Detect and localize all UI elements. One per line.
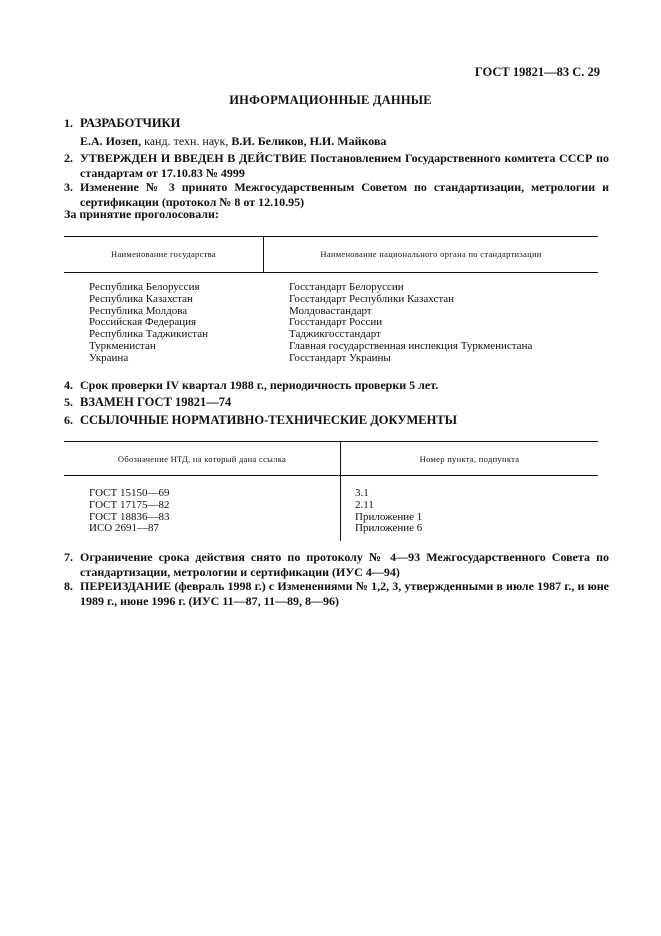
refs-table-top-rule xyxy=(64,441,598,442)
table-cell-body: Госстандарт Республики Казахстан xyxy=(289,292,455,305)
table-cell-body: Госстандарт России xyxy=(289,316,383,329)
table-cell-doc: ИСО 2691—87 xyxy=(89,522,159,535)
developers-line xyxy=(80,134,386,149)
refs-clause-column xyxy=(355,488,422,535)
developer-names: В.И. Беликов, Н.И. Майкова xyxy=(231,134,387,148)
page-header: ГОСТ 19821—83 С. 29 xyxy=(474,65,600,79)
table-cell-body: Главная государственная инспекция Туркменистана xyxy=(289,339,533,352)
table-cell-body: Госстандарт Украины xyxy=(289,351,391,364)
developer-degree: канд. техн. наук, xyxy=(144,134,229,148)
section-text: ПЕРЕИЗДАНИЕ (февраль 1998 г.) с Изменениями № 1,2, 3, утвержденными в июле 1987 г., и юне 1989 г., июне 1996 г. (ИУС 11—87, 11—89, 8—96) xyxy=(80,579,609,608)
section-number: 2. xyxy=(64,151,73,165)
bodies-column xyxy=(289,282,532,365)
refs-header-doc: Обозначение НТД, на который дана ссылка xyxy=(117,454,287,464)
table-cell-clause: Приложение 1 xyxy=(355,510,423,523)
table-top-rule xyxy=(64,236,598,237)
table-cell-state: Республика Таджикистан xyxy=(89,328,208,341)
voted-label: За принятие проголосовали: xyxy=(64,207,219,221)
section-number: 4. xyxy=(64,378,73,392)
developer-name: Е.А. Иозеп, xyxy=(80,134,142,148)
section-number: 3. xyxy=(64,180,73,194)
section-text: УТВЕРЖДЕН И ВВЕДЕН В ДЕЙСТВИЕ Постановлением Государственного комитета СССР по стандартам от 17.10.83 № 4999 xyxy=(80,151,609,180)
table-cell-body: Молдовастандарт xyxy=(289,304,372,317)
page-title: ИНФОРМАЦИОННЫЕ ДАННЫЕ xyxy=(229,93,432,107)
section-2 xyxy=(64,151,609,181)
section-number: 6. xyxy=(64,413,73,427)
section-number: 5. xyxy=(64,395,73,409)
section-number: 1. xyxy=(64,116,73,130)
section-7 xyxy=(64,550,609,580)
section-text: Срок проверки IV квартал 1988 г., периодичность проверки 5 лет. xyxy=(80,378,439,392)
table-cell-state: Туркменистан xyxy=(89,339,156,352)
table-cell-state: Республика Белоруссия xyxy=(89,281,200,293)
table-cell-state: Российская Федерация xyxy=(89,316,197,329)
table-cell-doc: ГОСТ 15150—69 xyxy=(89,487,170,499)
table-cell-state: Украина xyxy=(89,351,129,364)
section-4 xyxy=(64,378,609,393)
section-heading: РАЗРАБОТЧИКИ xyxy=(80,116,181,130)
section-8 xyxy=(64,579,609,609)
refs-table-header-rule xyxy=(64,475,598,476)
table-cell-doc: ГОСТ 18836—83 xyxy=(89,510,170,523)
table-cell-body: Госстандарт Белоруссии xyxy=(289,281,404,293)
table-header-body: Наименование национального органа по стандартизации xyxy=(320,249,542,259)
section-6 xyxy=(64,413,609,428)
section-text: Изменение № 3 принято Межгосударственным Советом по стандартизации, метрологии и сертификации (протокол № 8 от 12.10.95) xyxy=(80,180,609,209)
table-cell-clause: 3.1 xyxy=(355,487,369,499)
table-cell-doc: ГОСТ 17175—82 xyxy=(89,498,170,511)
section-5 xyxy=(64,395,609,410)
table-cell-clause: Приложение 6 xyxy=(355,522,423,535)
table-cell-body: Таджикгосстандарт xyxy=(289,328,381,341)
refs-header-clause: Номер пункта, подпункта xyxy=(419,454,520,464)
section-1-heading xyxy=(64,116,609,131)
states-column xyxy=(89,282,208,365)
table-cell-state: Республика Молдова xyxy=(89,304,188,317)
refs-doc-column xyxy=(89,488,169,535)
section-number: 8. xyxy=(64,579,73,593)
table-cell-state: Республика Казахстан xyxy=(89,292,193,305)
section-text: Ограничение срока действия снято по протоколу № 4—93 Межгосударственного Совета по стандартизации, метрологии и сертификации (ИУС 4—94) xyxy=(80,550,609,579)
table-cell-clause: 2.11 xyxy=(355,498,374,511)
section-3 xyxy=(64,180,609,210)
section-text: ССЫЛОЧНЫЕ НОРМАТИВНО-ТЕХНИЧЕСКИЕ ДОКУМЕНТЫ xyxy=(80,413,457,427)
table-header-state: Наименование государства xyxy=(111,249,216,259)
section-text: ВЗАМЕН ГОСТ 19821—74 xyxy=(80,395,232,409)
table-header-rule xyxy=(64,272,598,273)
section-number: 7. xyxy=(64,550,73,564)
